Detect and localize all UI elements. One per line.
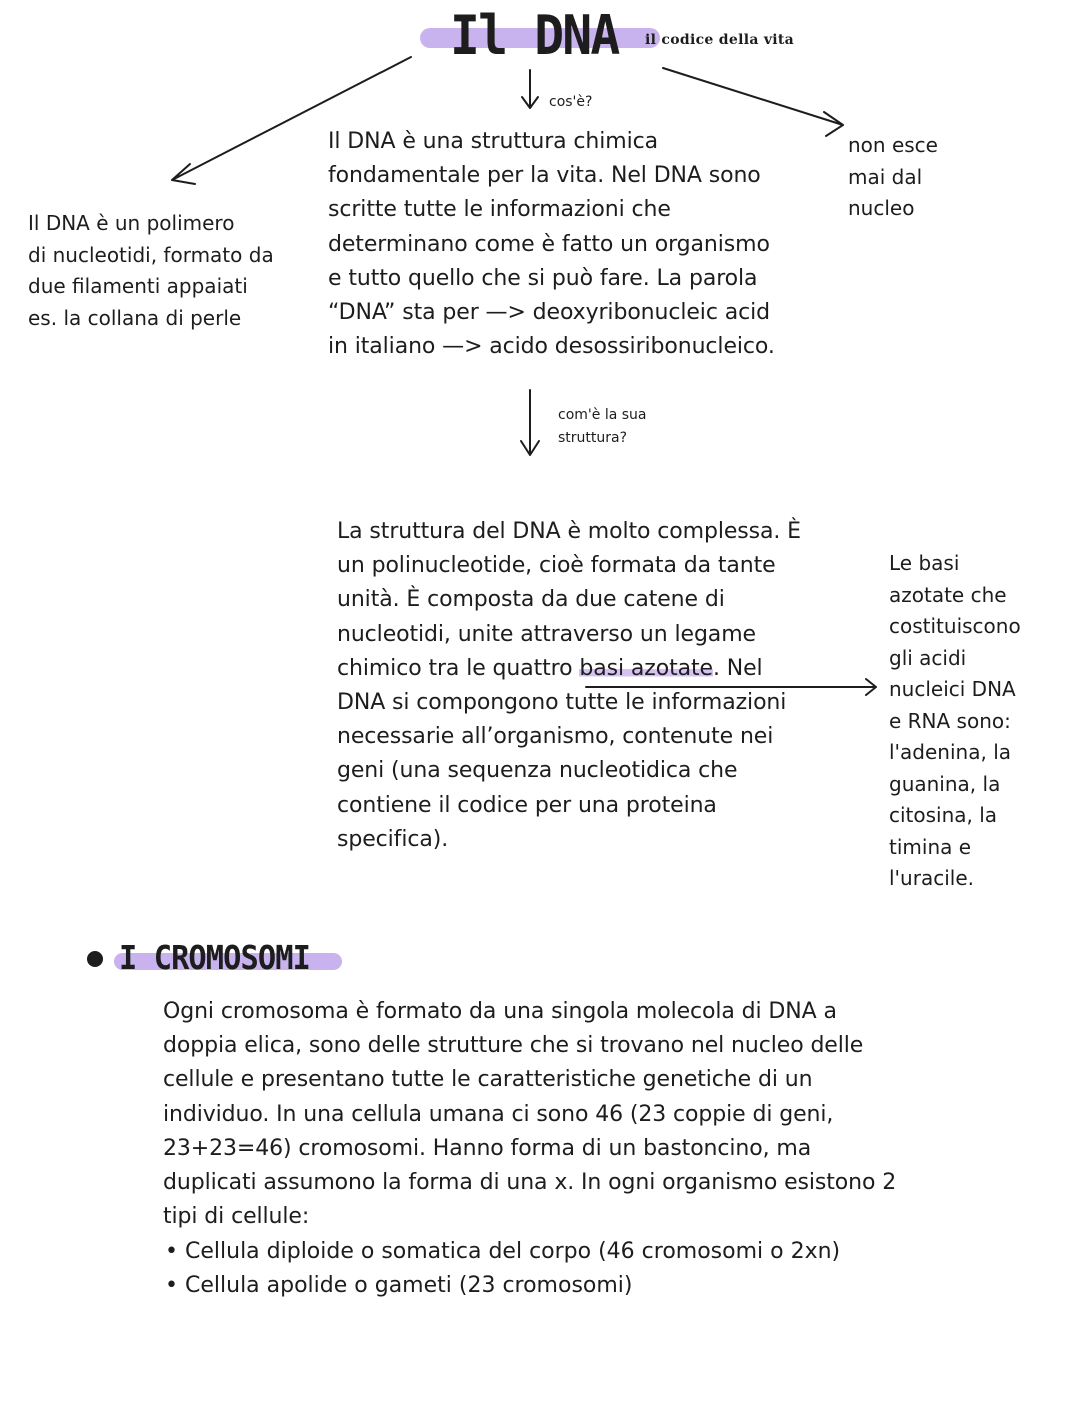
list-item: • Cellula diploide o somatica del corpo (46 cromosomi o 2xn) bbox=[163, 1235, 983, 1269]
structure-text-before: La struttura del DNA è molto complessa. È un polinucleotide, cioè formata da tante unità. È composta da due catene di nucleotidi, unite attraverso un legame chimico tra le quattro bbox=[337, 519, 801, 681]
cell-types-list bbox=[163, 1235, 983, 1303]
section-title-chromosomes: I CROMOSOMI bbox=[119, 938, 310, 977]
section-bullet bbox=[87, 951, 103, 967]
bases-note: Le basi azotate che costituiscono gli acidi nucleici DNA e RNA sono: l'adenina, la guanina, la citosina, la timina e l'uracile. bbox=[889, 551, 1021, 890]
list-item: • Cellula apolide o gameti (23 cromosomi) bbox=[163, 1269, 983, 1303]
chromosomes-paragraph: Ogni cromosoma è formato da una singola molecola di DNA a doppia elica, sono delle strutture che si trovano nel nucleo delle cellule e presentano tutte le caratteristiche genetiche di un individuo. In una cellula umana ci sono 46 (23 coppie di geni, 23+23=46) cromosomi. Hanno forma di un bastoncino, ma duplicati assumono la forma di una x. In ogni organismo esistono 2 tipi di cellule: bbox=[163, 999, 897, 1230]
intro-paragraph: Il DNA è una struttura chimica fondamentale per la vita. Nel DNA sono scritte tutte le informazioni che determinano come è fatto un organismo e tutto quello che si può fare. La parola “DNA” sta per —> deoxyribonucleic acid in italiano —> acido desossiribonucleico. bbox=[328, 129, 775, 360]
structure-paragraph bbox=[337, 515, 857, 857]
arrow-down-structure bbox=[521, 390, 539, 455]
arrow-down-title bbox=[522, 70, 538, 108]
label-structure-question: com'è la sua struttura? bbox=[558, 407, 647, 446]
page-title: Il DNA bbox=[450, 4, 619, 67]
label-what: cos'è? bbox=[549, 94, 593, 110]
highlight-basi-azotate: basi azotate bbox=[579, 655, 713, 681]
left-note: Il DNA è un polimero di nucleotidi, formato da due filamenti appaiati es. la collana di perle bbox=[28, 211, 274, 330]
page-subtitle: il codice della vita bbox=[645, 32, 795, 48]
structure-text-after: . Nel DNA si compongono tutte le informazioni necessarie all’organismo, contenute nei geni (una sequenza nucleotidica che contiene il codice per una proteina specifica). bbox=[337, 655, 787, 852]
right-note: non esce mai dal nucleo bbox=[848, 133, 938, 220]
